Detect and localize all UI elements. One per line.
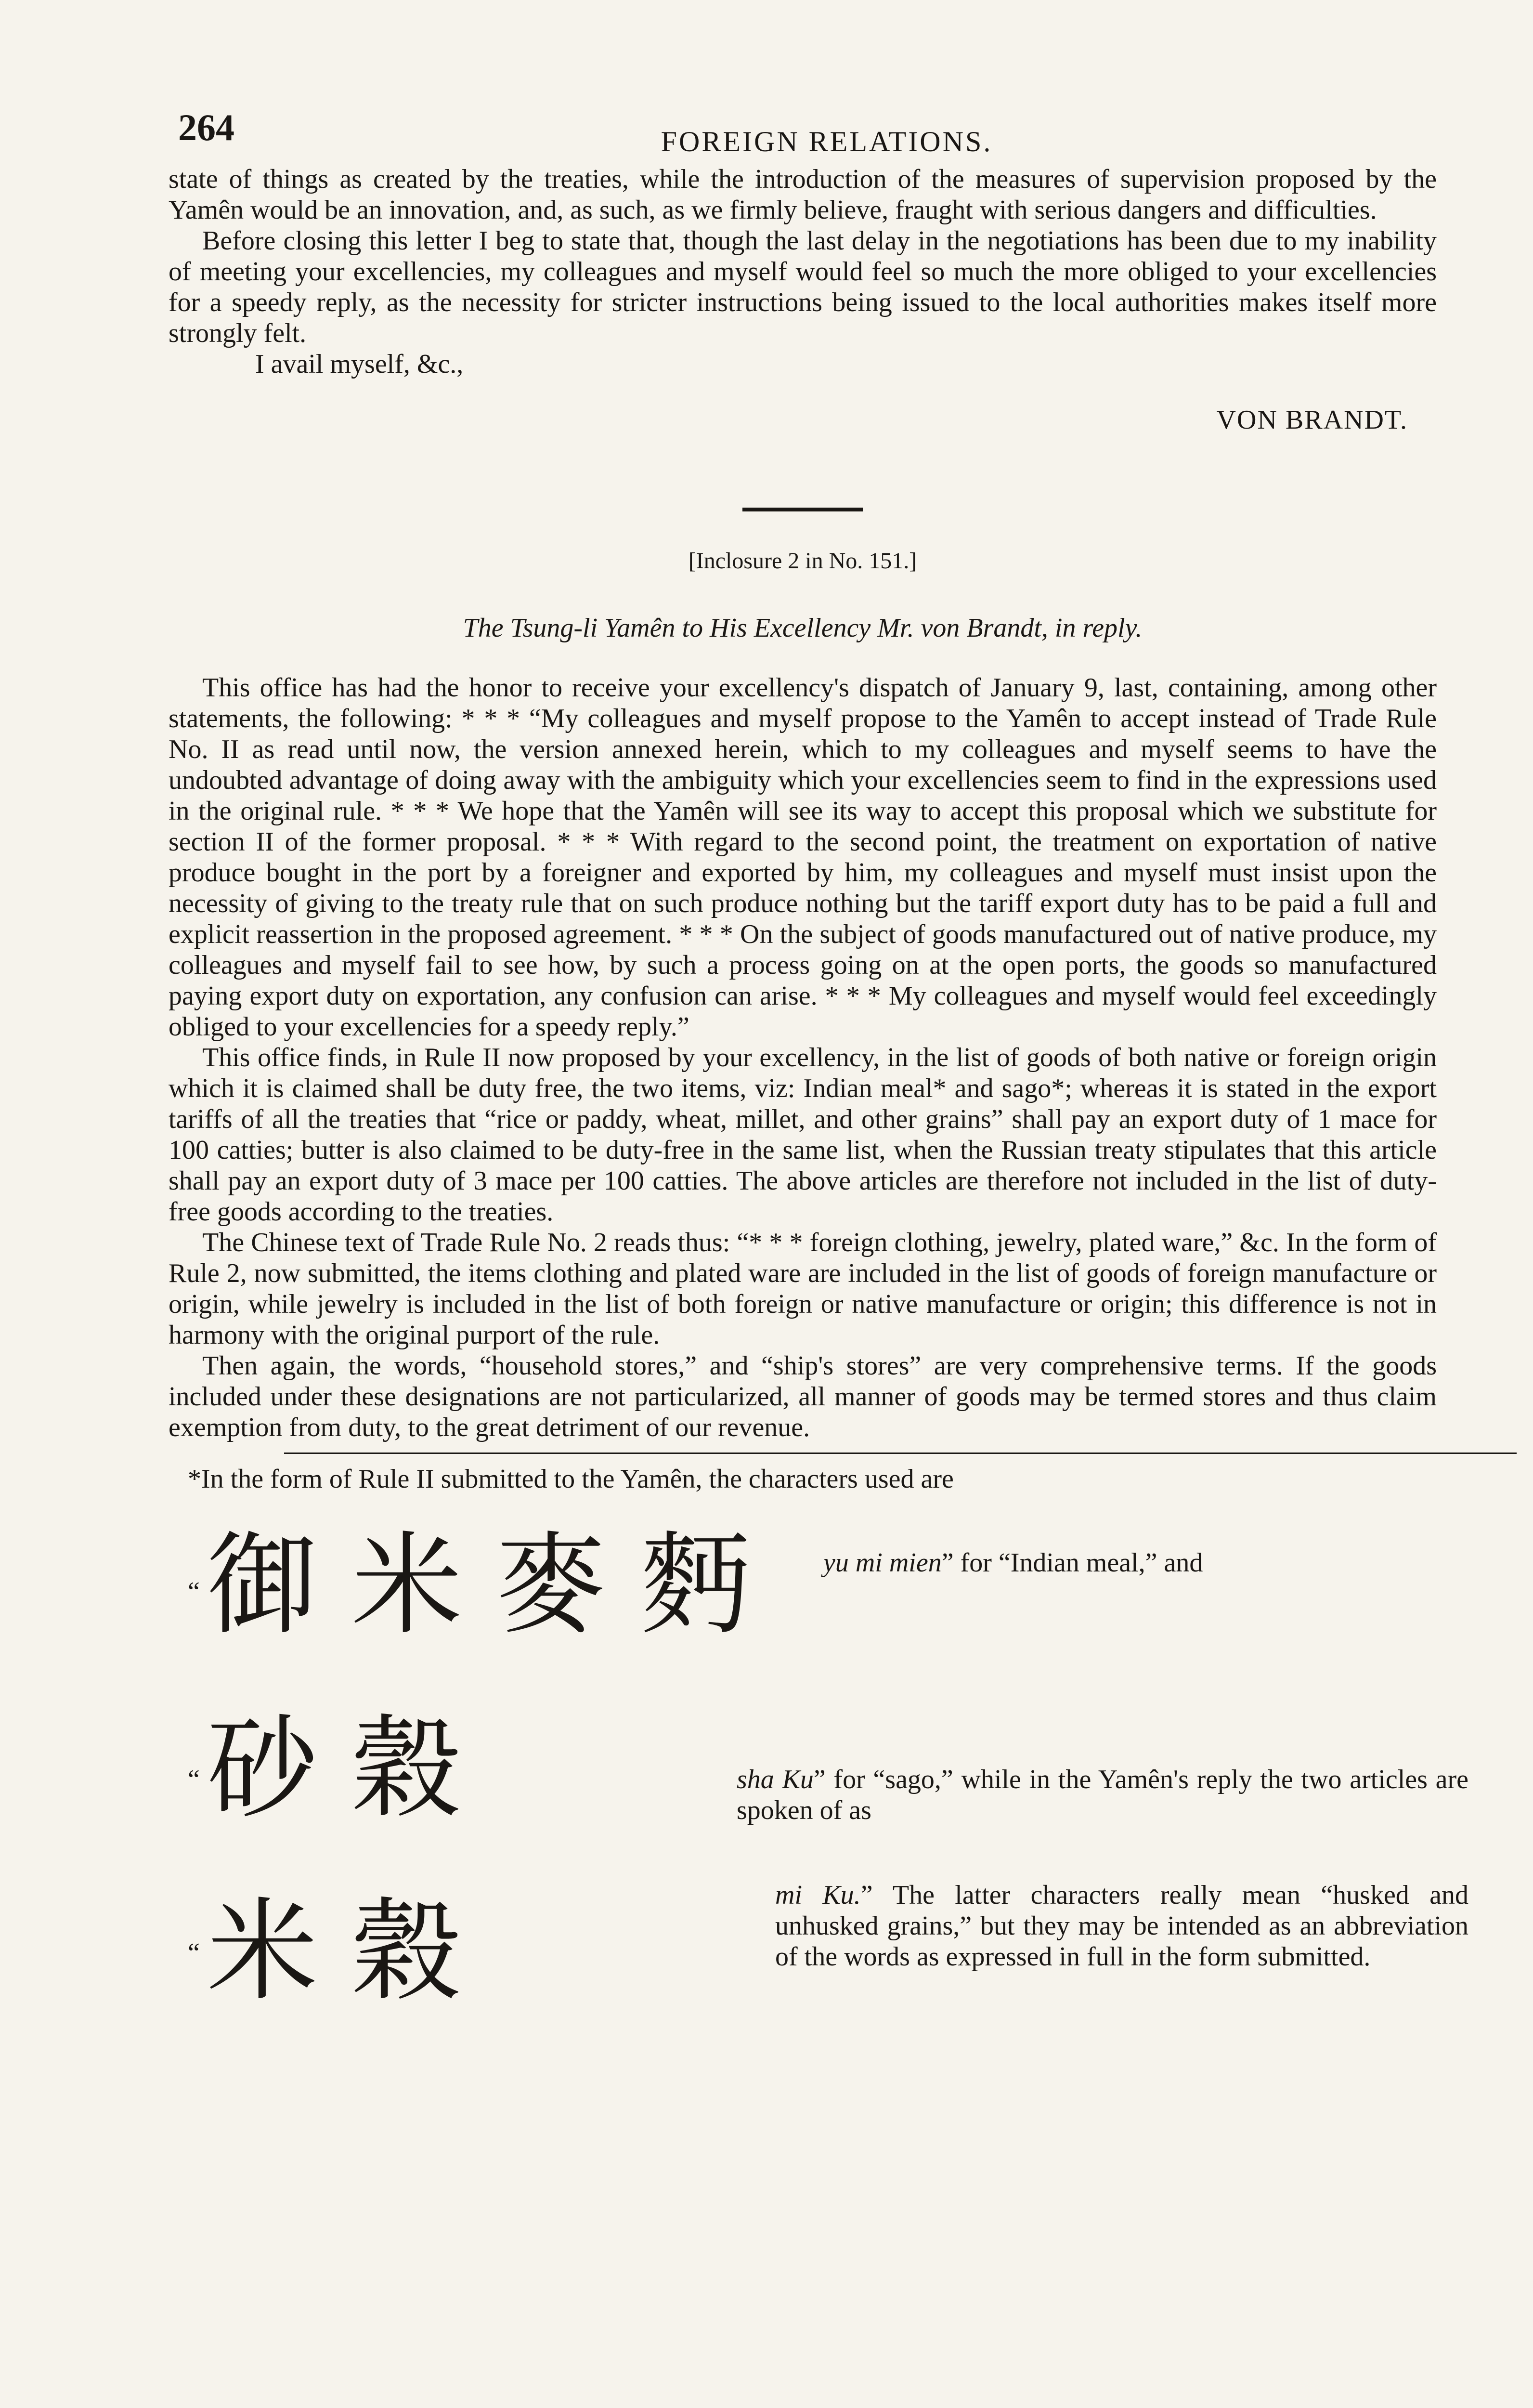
open-quote: “ <box>188 1765 200 1794</box>
footnote-note <box>737 1764 1468 1826</box>
body-paragraph: This office finds, in Rule II now proposed by your excellency, in the list of goods of both native or foreign origin which it is claimed shall be duty free, the two items, viz: Indian meal* and sago*; whereas it is stated in the export tariffs of all the treaties that “rice or paddy, wheat, millet, and other grains” shall pay an export duty of 1 mace for 100 catties; butter is also claimed to be duty-free in the same list, when the Russian treaty stipulates that this article shall pay an export duty of 3 mace per 100 catties. The above articles are therefore not included in the list of duty-free goods according to the treaties. <box>169 1043 1437 1227</box>
chinese-characters: 砂穀 <box>207 1704 496 1833</box>
chinese-characters: 米穀 <box>207 1887 496 2016</box>
body-paragraph: The Chinese text of Trade Rule No. 2 reads thus: “* * * foreign clothing, jewelry, plated ware,” &c. In the form of Rule 2, now submitted, the items clothing and plated ware are included in the list of goods of foreign manufacture or origin, while jewelry is included in the list of both foreign or native manufacture or origin; this difference is not in harmony with the original purport of the rule. <box>169 1228 1437 1350</box>
page-number: 264 <box>178 106 234 148</box>
inclosure-label: [Inclosure 2 in No. 151.] <box>688 548 917 574</box>
footnote-text: ” for “sago,” while in the Yamên's reply the two articles are spoken of as <box>737 1765 1468 1825</box>
footnote-row <box>169 1494 1437 1687</box>
footnote-note <box>823 1547 1468 1578</box>
letter-closing: I avail myself, &c., <box>255 349 464 379</box>
footnote-text: ” The latter characters really mean “husked and unhusked grains,” but they may be intended as an abbreviation of the words as expressed in full in the form submitted. <box>775 1880 1468 1972</box>
open-quote: “ <box>188 1938 200 1968</box>
open-quote: “ <box>188 1577 200 1607</box>
letter-paragraph: Before closing this letter I beg to state that, though the last delay in the negotiations has been due to my inability of meeting your excellencies, my colleagues and myself would feel so much the more obliged to your excellencies for a speedy reply, as the necessity for stricter instructions being issued to the local authorities makes itself more strongly felt. <box>169 226 1437 348</box>
romanization: yu mi mien <box>823 1548 942 1578</box>
footnote-note <box>775 1880 1468 1972</box>
romanization: mi Ku. <box>775 1880 861 1910</box>
running-head: FOREIGN RELATIONS. <box>661 126 993 157</box>
footnote-row <box>169 1880 1468 2072</box>
footnote-rule <box>284 1453 1517 1454</box>
romanization: sha Ku <box>737 1765 814 1794</box>
footnote-text: ” for “Indian meal,” and <box>941 1548 1203 1578</box>
body-paragraph: This office has had the honor to receive your excellency's dispatch of January 9, last, containing, among other statements, the following: * * * “My colleagues and myself propose to the Yamên to accept instead of Trade Rule No. II as read until now, the version annexed herein, which to my colleagues and myself seems to have the undoubted advantage of doing away with the ambiguity which your excellencies seem to find in the expressions used in the original rule. * * * We hope that the Yamên will see its way to accept this proposal which we substitute for section II of the former proposal. * * * With regard to the second point, the treatment on exportation of native produce bought in the port by a foreigner and exported by him, my colleagues and myself must insist upon the necessity of giving to the treaty rule that on such produce nothing but the tariff export duty has to be paid a full and explicit reassertion in the proposed agreement. * * * On the subject of goods manufactured out of native produce, my colleagues and myself fail to see how, by such a process going on at the open ports, the goods so manufactured paying export duty on exportation, any confusion can arise. * * * My colleagues and myself would feel exceedingly obliged to your excellencies for a speedy reply.” <box>169 673 1437 1042</box>
signature: VON BRANDT. <box>1216 405 1408 435</box>
section-divider <box>742 508 863 511</box>
letter-address: The Tsung-li Yamên to His Excellency Mr. von Brandt, in reply. <box>463 613 1143 643</box>
chinese-characters: 御米麥麪 <box>207 1521 785 1650</box>
letter-paragraph: state of things as created by the treaties, while the introduction of the measures of supervision proposed by the Yamên would be an innovation, and, as such, as we firmly believe, fraught with serious dangers and difficulties. <box>169 164 1437 225</box>
footnote-intro: *In the form of Rule II submitted to the Yamên, the characters used are <box>188 1464 954 1494</box>
page-header <box>169 106 1437 164</box>
body-paragraph: Then again, the words, “household stores,” and “ship's stores” are very comprehensive terms. If the goods included under these designations are not particularized, all manner of goods may be termed stores and thus claim exemption from duty, to the great detriment of our revenue. <box>169 1351 1437 1442</box>
footnote-row <box>169 1687 1468 1880</box>
